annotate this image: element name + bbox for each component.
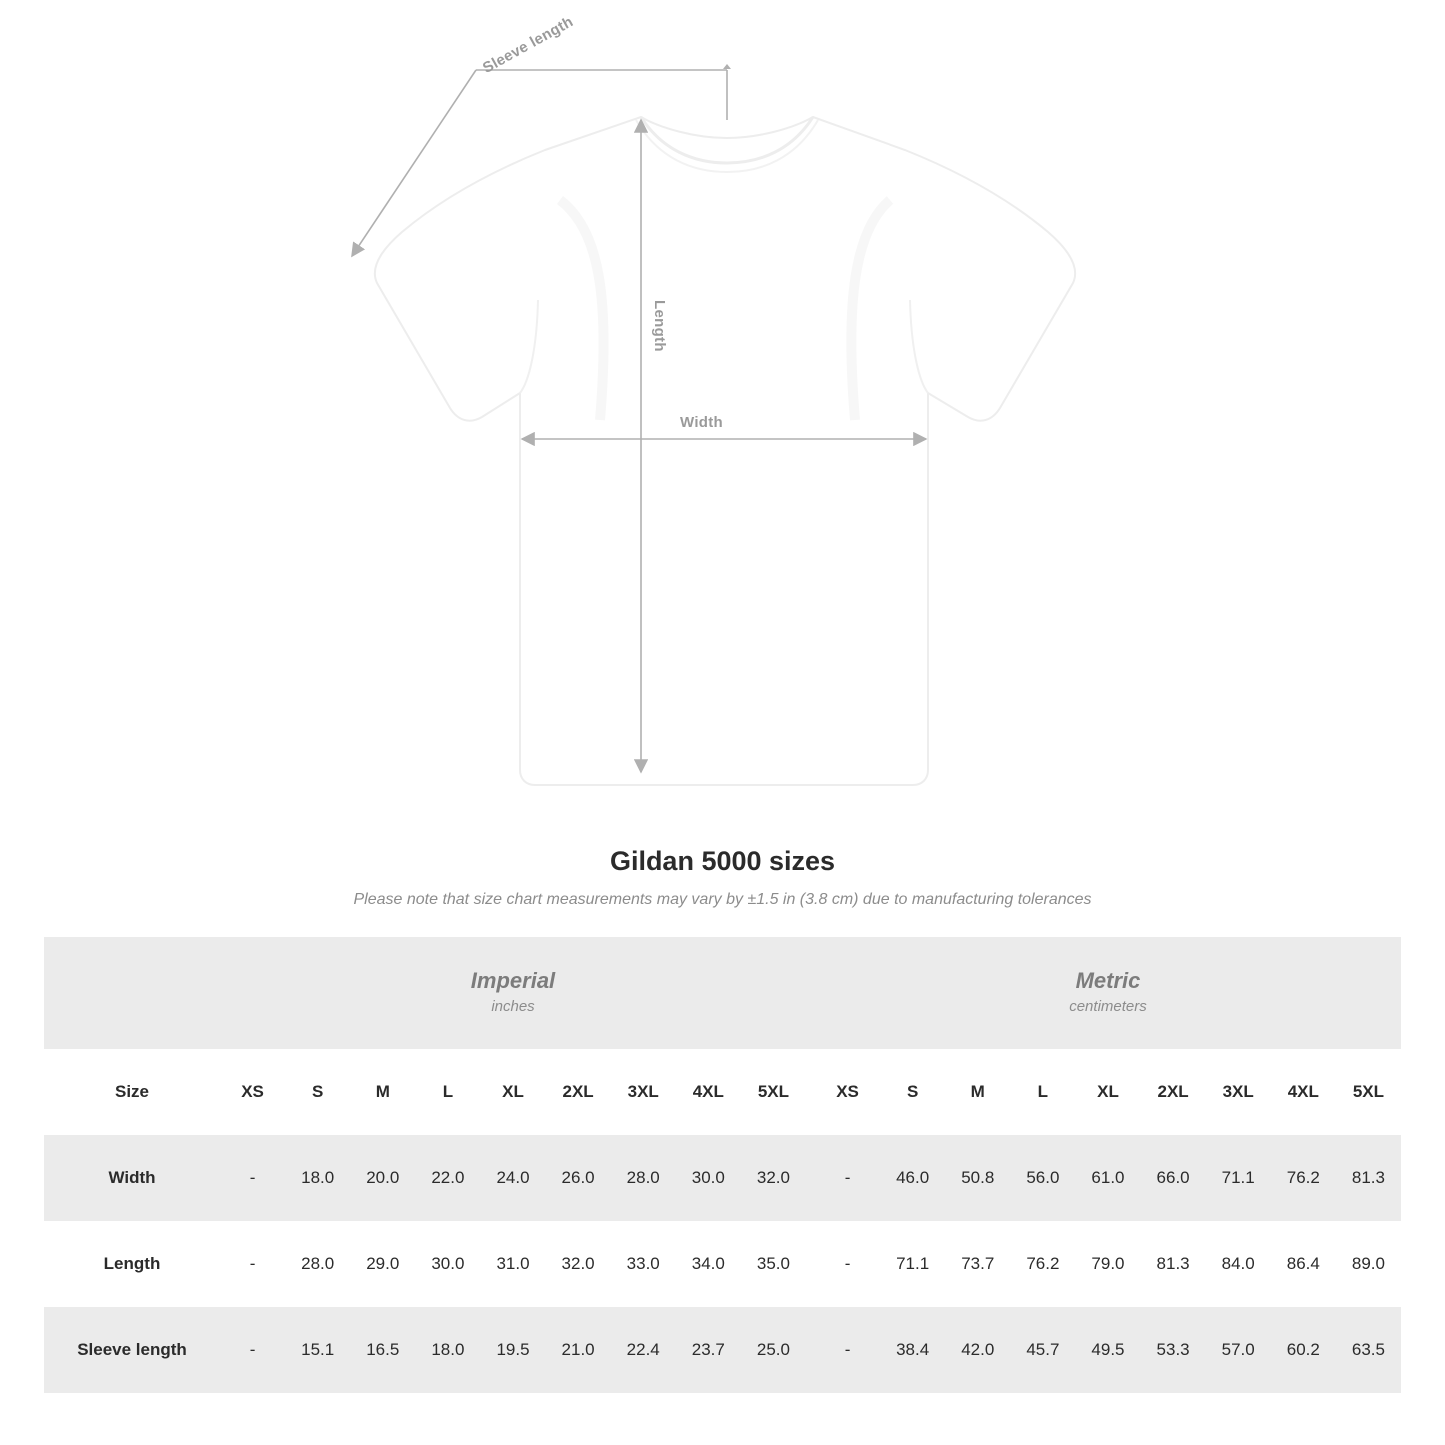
- size-col-imperial-l: L: [415, 1049, 480, 1135]
- cell-metric-width-5xl: 81.3: [1336, 1135, 1401, 1221]
- title-block: [0, 846, 1445, 909]
- size-col-metric-m: M: [945, 1049, 1010, 1135]
- tshirt-body: [375, 117, 1075, 785]
- cell-metric-width-xl: 61.0: [1075, 1135, 1140, 1221]
- cell-metric-width-xs: -: [815, 1135, 880, 1221]
- unit-imperial-sub: inches: [491, 997, 535, 1015]
- cell-imperial-width-5xl: 32.0: [741, 1135, 806, 1221]
- size-col-metric-3xl: 3XL: [1206, 1049, 1271, 1135]
- cell-metric-sleeve-3xl: 57.0: [1206, 1307, 1271, 1393]
- cell-metric-length-2xl: 81.3: [1141, 1221, 1206, 1307]
- page-title: Gildan 5000 sizes: [609, 846, 836, 876]
- cell-imperial-sleeve-3xl: 22.4: [611, 1307, 676, 1393]
- size-col-imperial-3xl: 3XL: [611, 1049, 676, 1135]
- tolerance-note: Please note that size chart measurements may vary by ±1.5 in (3.8 cm) due to manufacturing tolerances: [353, 891, 1092, 908]
- cell-metric-sleeve-2xl: 53.3: [1141, 1307, 1206, 1393]
- cell-imperial-length-2xl: 32.0: [546, 1221, 611, 1307]
- row-label-length: Length: [44, 1221, 220, 1307]
- size-col-metric-l: L: [1010, 1049, 1075, 1135]
- size-table: [44, 937, 1401, 1393]
- cell-metric-sleeve-l: 45.7: [1010, 1307, 1075, 1393]
- cell-imperial-width-3xl: 28.0: [611, 1135, 676, 1221]
- cell-imperial-width-xs: -: [220, 1135, 285, 1221]
- sleeve-row-gap: [806, 1307, 815, 1393]
- size-col-metric-2xl: 2XL: [1141, 1049, 1206, 1135]
- unit-header-gap: [806, 937, 815, 1049]
- unit-header-imperial: [220, 937, 806, 1049]
- length-label: Length: [651, 300, 668, 352]
- cell-imperial-width-4xl: 30.0: [676, 1135, 741, 1221]
- cell-imperial-length-xl: 31.0: [480, 1221, 545, 1307]
- sleeve-length-label: Sleeve length: [480, 13, 577, 77]
- cell-imperial-length-s: 28.0: [285, 1221, 350, 1307]
- cell-metric-width-s: 46.0: [880, 1135, 945, 1221]
- cell-metric-sleeve-4xl: 60.2: [1271, 1307, 1336, 1393]
- cell-imperial-sleeve-l: 18.0: [415, 1307, 480, 1393]
- cell-metric-width-3xl: 71.1: [1206, 1135, 1271, 1221]
- size-col-imperial-m: M: [350, 1049, 415, 1135]
- unit-header-metric: [815, 937, 1401, 1049]
- cell-metric-sleeve-xs: -: [815, 1307, 880, 1393]
- cell-metric-length-4xl: 86.4: [1271, 1221, 1336, 1307]
- size-row-gap: [806, 1049, 815, 1135]
- cell-metric-length-l: 76.2: [1010, 1221, 1075, 1307]
- size-table-wrapper: [44, 937, 1401, 1393]
- row-label-sleeve-length: Sleeve length: [44, 1307, 220, 1393]
- cell-imperial-width-2xl: 26.0: [546, 1135, 611, 1221]
- size-col-metric-5xl: 5XL: [1336, 1049, 1401, 1135]
- size-col-metric-4xl: 4XL: [1271, 1049, 1336, 1135]
- cell-metric-width-2xl: 66.0: [1141, 1135, 1206, 1221]
- tshirt-shape: [375, 117, 1075, 785]
- cell-metric-sleeve-s: 38.4: [880, 1307, 945, 1393]
- size-col-metric-xl: XL: [1075, 1049, 1140, 1135]
- size-col-imperial-4xl: 4XL: [676, 1049, 741, 1135]
- table-row-width: [44, 1135, 1401, 1221]
- size-header-row: [44, 1049, 1401, 1135]
- cell-metric-sleeve-xl: 49.5: [1075, 1307, 1140, 1393]
- cell-imperial-sleeve-2xl: 21.0: [546, 1307, 611, 1393]
- table-row-sleeve-length: [44, 1307, 1401, 1393]
- cell-imperial-length-xs: -: [220, 1221, 285, 1307]
- cell-imperial-width-m: 20.0: [350, 1135, 415, 1221]
- cell-imperial-length-5xl: 35.0: [741, 1221, 806, 1307]
- cell-imperial-length-l: 30.0: [415, 1221, 480, 1307]
- cell-metric-sleeve-5xl: 63.5: [1336, 1307, 1401, 1393]
- length-row-gap: [806, 1221, 815, 1307]
- size-header-label: Size: [44, 1049, 220, 1135]
- cell-imperial-width-l: 22.0: [415, 1135, 480, 1221]
- cell-imperial-sleeve-xl: 19.5: [480, 1307, 545, 1393]
- row-label-width: Width: [44, 1135, 220, 1221]
- cell-metric-width-m: 50.8: [945, 1135, 1010, 1221]
- cell-metric-length-3xl: 84.0: [1206, 1221, 1271, 1307]
- cell-metric-length-m: 73.7: [945, 1221, 1010, 1307]
- size-col-imperial-xl: XL: [480, 1049, 545, 1135]
- cell-imperial-length-4xl: 34.0: [676, 1221, 741, 1307]
- cell-imperial-length-3xl: 33.0: [611, 1221, 676, 1307]
- width-row-gap: [806, 1135, 815, 1221]
- cell-metric-length-5xl: 89.0: [1336, 1221, 1401, 1307]
- cell-imperial-sleeve-5xl: 25.0: [741, 1307, 806, 1393]
- size-col-imperial-5xl: 5XL: [741, 1049, 806, 1135]
- unit-header-row: [44, 937, 1401, 1049]
- cell-metric-length-xs: -: [815, 1221, 880, 1307]
- table-row-length: [44, 1221, 1401, 1307]
- cell-imperial-sleeve-xs: -: [220, 1307, 285, 1393]
- cell-metric-sleeve-m: 42.0: [945, 1307, 1010, 1393]
- cell-imperial-sleeve-s: 15.1: [285, 1307, 350, 1393]
- size-col-imperial-s: S: [285, 1049, 350, 1135]
- cell-imperial-sleeve-m: 16.5: [350, 1307, 415, 1393]
- cell-metric-width-4xl: 76.2: [1271, 1135, 1336, 1221]
- cell-imperial-sleeve-4xl: 23.7: [676, 1307, 741, 1393]
- size-col-metric-s: S: [880, 1049, 945, 1135]
- unit-header-spacer: [44, 937, 220, 1049]
- width-label: Width: [680, 414, 724, 431]
- cell-metric-length-s: 71.1: [880, 1221, 945, 1307]
- cell-metric-width-l: 56.0: [1010, 1135, 1075, 1221]
- cell-imperial-width-s: 18.0: [285, 1135, 350, 1221]
- cell-imperial-width-xl: 24.0: [480, 1135, 545, 1221]
- unit-imperial-name: Imperial: [470, 968, 556, 994]
- cell-metric-length-xl: 79.0: [1075, 1221, 1140, 1307]
- unit-metric-name: Metric: [1075, 968, 1141, 994]
- cell-imperial-length-m: 29.0: [350, 1221, 415, 1307]
- size-col-imperial-2xl: 2XL: [546, 1049, 611, 1135]
- size-col-imperial-xs: XS: [220, 1049, 285, 1135]
- size-col-metric-xs: XS: [815, 1049, 880, 1135]
- unit-metric-sub: centimeters: [1069, 997, 1147, 1015]
